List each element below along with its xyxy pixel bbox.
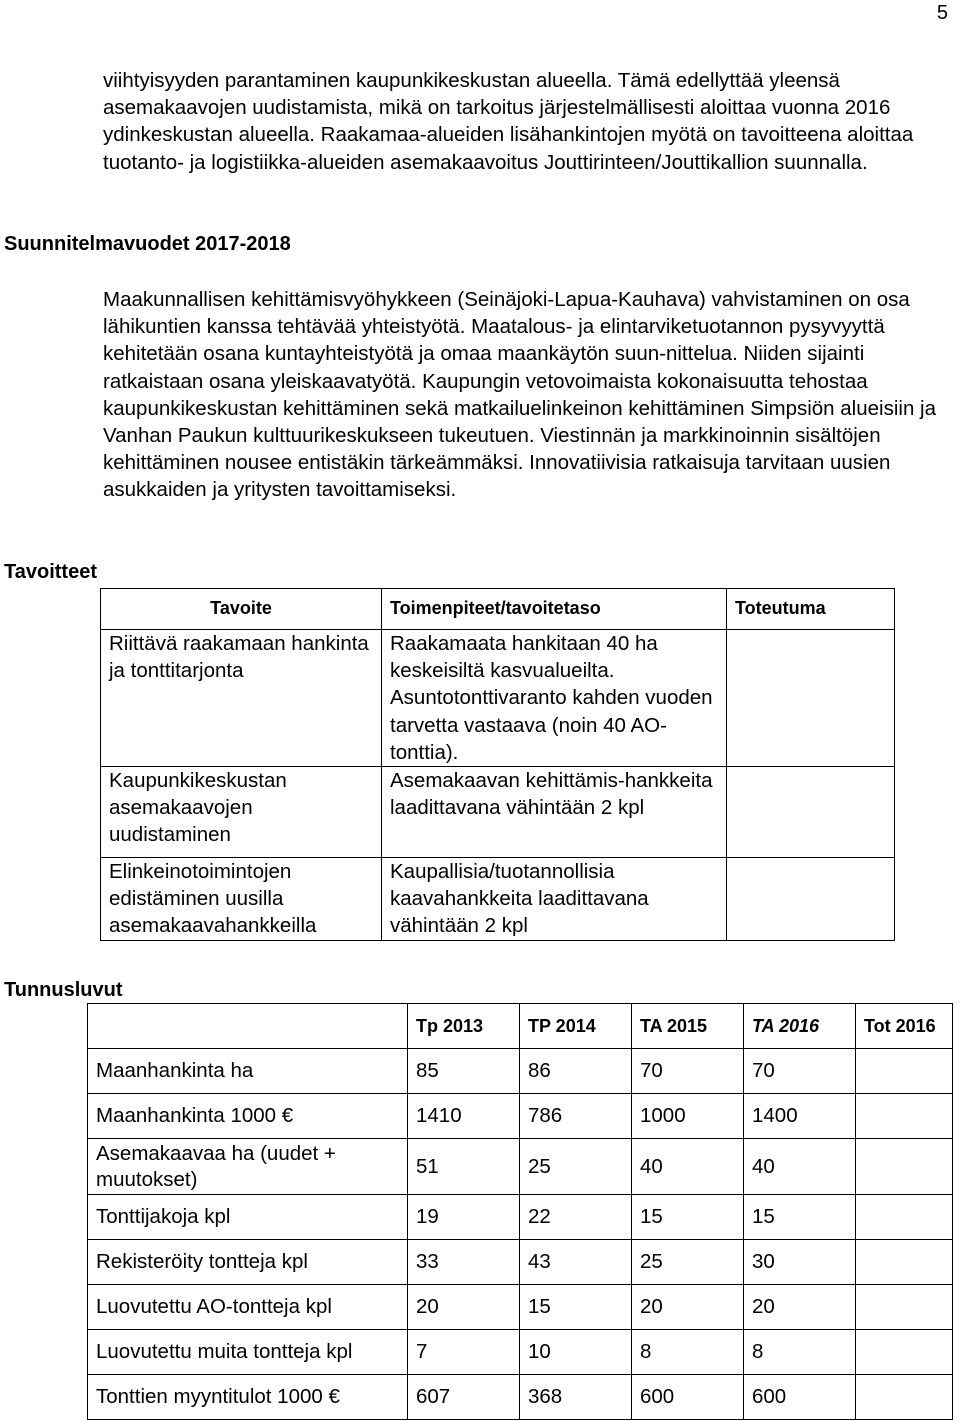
figure-label: Rekisteröity tontteja kpl xyxy=(88,1240,408,1285)
action-cell: Kaupallisia/tuotannollisia kaavahankkeita laadittavana vähintään 2 kpl xyxy=(382,858,727,941)
goal-cell: Riittävä raakamaan hankinta ja tonttitarjonta xyxy=(101,630,382,767)
figure-label: Asemakaavaa ha (uudet + muutokset) xyxy=(88,1139,408,1195)
figures-header-tot2016: Tot 2016 xyxy=(856,1004,953,1049)
figure-value: 786 xyxy=(520,1094,632,1139)
action-cell: Asemakaavan kehittämis-hankkeita laadittavana vähintään 2 kpl xyxy=(382,767,727,858)
action-cell: Raakamaata hankitaan 40 ha keskeisiltä kasvualueilta. Asuntotonttivaranto kahden vuoden tarvetta vastaava (noin 40 AO- tonttia). xyxy=(382,630,727,767)
figure-value: 607 xyxy=(408,1375,520,1420)
figures-header-tp2014: TP 2014 xyxy=(520,1004,632,1049)
figures-header-blank xyxy=(88,1004,408,1049)
figures-row xyxy=(88,1285,953,1330)
figure-value xyxy=(856,1139,953,1195)
goals-row xyxy=(101,858,895,941)
goals-header-action: Toimenpiteet/tavoitetaso xyxy=(382,589,727,630)
goals-header-row xyxy=(101,589,895,630)
goals-row xyxy=(101,767,895,858)
figure-label: Tonttien myyntitulot 1000 € xyxy=(88,1375,408,1420)
figures-row xyxy=(88,1375,953,1420)
figure-value: 25 xyxy=(632,1240,744,1285)
result-cell xyxy=(727,858,895,941)
goals-header-result: Toteutuma xyxy=(727,589,895,630)
plan-years-heading: Suunnitelmavuodet 2017-2018 xyxy=(4,233,291,255)
figures-row xyxy=(88,1094,953,1139)
figure-label: Maanhankinta 1000 € xyxy=(88,1094,408,1139)
figures-heading: Tunnusluvut xyxy=(4,979,123,1001)
figure-value: 25 xyxy=(520,1139,632,1195)
goal-cell: Kaupunkikeskustan asemakaavojen uudistaminen xyxy=(101,767,382,858)
figure-value: 15 xyxy=(520,1285,632,1330)
figure-value: 40 xyxy=(632,1139,744,1195)
figure-value: 20 xyxy=(408,1285,520,1330)
goals-header-goal: Tavoite xyxy=(101,589,382,630)
figure-value: 70 xyxy=(632,1049,744,1094)
figure-value: 20 xyxy=(632,1285,744,1330)
figure-value: 85 xyxy=(408,1049,520,1094)
figure-value: 43 xyxy=(520,1240,632,1285)
figure-value: 7 xyxy=(408,1330,520,1375)
figure-value: 8 xyxy=(632,1330,744,1375)
figure-value: 70 xyxy=(744,1049,856,1094)
figures-row xyxy=(88,1049,953,1094)
figure-label: Maanhankinta ha xyxy=(88,1049,408,1094)
figures-row xyxy=(88,1195,953,1240)
figures-row xyxy=(88,1139,953,1195)
figure-value xyxy=(856,1285,953,1330)
result-cell xyxy=(727,630,895,767)
figure-value: 15 xyxy=(632,1195,744,1240)
figure-value: 8 xyxy=(744,1330,856,1375)
figure-value: 20 xyxy=(744,1285,856,1330)
figures-header-ta2015: TA 2015 xyxy=(632,1004,744,1049)
figure-value: 19 xyxy=(408,1195,520,1240)
figure-value: 1410 xyxy=(408,1094,520,1139)
figure-value: 86 xyxy=(520,1049,632,1094)
figure-label: Luovutettu muita tontteja kpl xyxy=(88,1330,408,1375)
figure-label: Luovutettu AO-tontteja kpl xyxy=(88,1285,408,1330)
figure-value: 600 xyxy=(632,1375,744,1420)
figure-value xyxy=(856,1195,953,1240)
page-number: 5 xyxy=(936,2,948,24)
figure-value: 22 xyxy=(520,1195,632,1240)
plan-years-paragraph: Maakunnallisen kehittämisvyöhykkeen (Seinäjoki-Lapua-Kauhava) vahvistaminen on osa lähikuntien kanssa tehtävää yhteistyötä. Maatalous- ja elintarviketuotannon pysyvyyttä kehitetään osana kuntayhteistyötä ja omaa maankäytön suun-nittelua. Niiden sijainti ratkaistaan osana yleiskaavatyötä. Kaupungin vetovoimaista kokonaisuutta tehostaa kaupunkikeskustan kehittäminen sekä matkailuelinkeinon kehittäminen Simpsiön alueisiin ja Vanhan Paukun kulttuurikeskukseen tukeutuen. Viestinnän ja markkinoinnin sisältöjen kehittäminen nousee entistäkin tärkeämmäksi. Innovatiivisia ratkaisuja tarvitaan uusien asukkaiden ja yritysten tavoittamiseksi. xyxy=(103,288,936,502)
goal-cell: Elinkeinotoimintojen edistäminen uusilla asemakaavahankkeilla xyxy=(101,858,382,941)
figure-value: 10 xyxy=(520,1330,632,1375)
figures-row xyxy=(88,1330,953,1375)
figures-header-tp2013: Tp 2013 xyxy=(408,1004,520,1049)
figure-value: 40 xyxy=(744,1139,856,1195)
figure-value: 600 xyxy=(744,1375,856,1420)
figure-value: 1400 xyxy=(744,1094,856,1139)
result-cell xyxy=(727,767,895,858)
figure-value xyxy=(856,1094,953,1139)
figure-label: Tonttijakoja kpl xyxy=(88,1195,408,1240)
goals-table xyxy=(100,588,895,941)
figure-value: 15 xyxy=(744,1195,856,1240)
figures-table xyxy=(87,1003,953,1420)
figure-value: 30 xyxy=(744,1240,856,1285)
figure-value xyxy=(856,1375,953,1420)
goals-row xyxy=(101,630,895,767)
figure-value xyxy=(856,1330,953,1375)
figure-value xyxy=(856,1240,953,1285)
figures-header-row xyxy=(88,1004,953,1049)
figures-header-ta2016: TA 2016 xyxy=(744,1004,856,1049)
intro-paragraph: viihtyisyyden parantaminen kaupunkikeskustan alueella. Tämä edellyttää yleensä asemakaavojen uudistamista, mikä on tarkoitus järjestelmällisesti aloittaa vuonna 2016 ydinkeskustan alueella. Raakamaa-alueiden lisähankintojen myötä on tavoitteena aloittaa tuotanto- ja logistiikka-alueiden asemakaavoitus Jouttirinteen/Jouttikallion suunnalla. xyxy=(103,69,914,174)
figure-value: 1000 xyxy=(632,1094,744,1139)
figures-row xyxy=(88,1240,953,1285)
goals-heading: Tavoitteet xyxy=(4,561,97,583)
figure-value xyxy=(856,1049,953,1094)
figure-value: 368 xyxy=(520,1375,632,1420)
figure-value: 33 xyxy=(408,1240,520,1285)
figure-value: 51 xyxy=(408,1139,520,1195)
